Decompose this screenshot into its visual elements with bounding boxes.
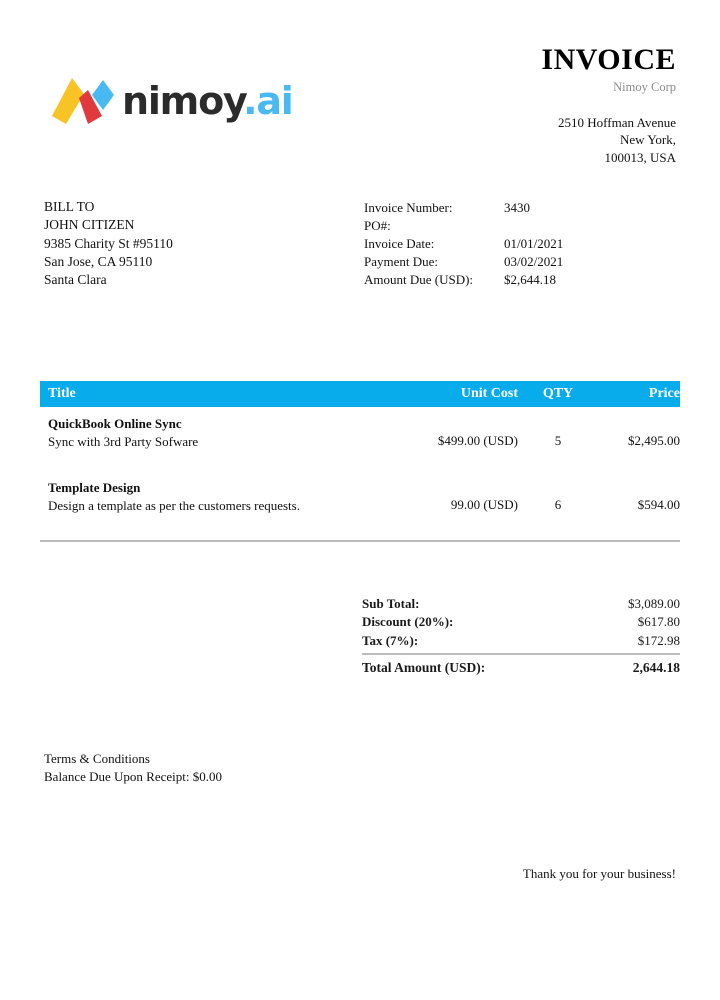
wordmark-dark: nimoy (122, 79, 244, 123)
bill-to-city-state-zip: San Jose, CA 95110 (44, 254, 153, 270)
invoice-title-block (541, 44, 676, 96)
terms-block (44, 750, 222, 786)
company-address-line-2: New York, (620, 132, 676, 148)
meta-label: Invoice Number: (364, 200, 453, 215)
column-header-price: Price (648, 386, 680, 401)
meta-label: Amount Due (USD): (364, 271, 474, 287)
item-price: $2,495.00 (628, 433, 680, 448)
totals-block (362, 595, 680, 678)
brand-wordmark (122, 79, 293, 123)
meta-row (364, 253, 563, 271)
tax-label: Tax (7%): (362, 632, 419, 648)
item-price: $594.00 (637, 497, 680, 512)
company-address-line-3: 100013, USA (604, 149, 676, 165)
meta-row (364, 199, 563, 217)
meta-value: 3430 (504, 200, 530, 215)
grand-total-label: Total Amount (USD): (362, 660, 486, 676)
meta-value: 01/01/2021 (504, 235, 564, 251)
item-title-cell (40, 415, 388, 450)
brand-logo (50, 76, 293, 126)
discount-value: $617.80 (637, 614, 680, 630)
subtotal-value: $3,089.00 (628, 596, 680, 611)
meta-value (504, 217, 563, 235)
grand-total-row (362, 658, 680, 677)
bill-to-street: 9385 Charity St #95110 (44, 235, 173, 251)
item-qty: 5 (554, 433, 562, 448)
column-header-title: Title (48, 386, 76, 401)
meta-row (364, 271, 563, 289)
item-unit-cost: 99.00 (USD) (450, 497, 518, 512)
table-bottom-divider (40, 540, 680, 542)
meta-row (364, 217, 563, 235)
invoice-header (0, 0, 720, 180)
discount-label: Discount (20%): (362, 614, 454, 630)
table-row (40, 471, 680, 535)
item-title-cell (40, 479, 388, 514)
item-name: QuickBook Online Sync (48, 416, 182, 431)
column-header-qty: QTY (542, 386, 574, 401)
totals-divider (362, 653, 680, 655)
bill-to-county: Santa Clara (44, 272, 107, 288)
item-unit-cost: $499.00 (USD) (437, 433, 518, 448)
bill-to-block (44, 198, 173, 290)
subtotal-label: Sub Total: (362, 596, 420, 611)
column-header-unit-cost: Unit Cost (460, 386, 518, 401)
tax-value: $172.98 (637, 632, 680, 648)
item-name: Template Design (48, 480, 141, 495)
meta-label: Payment Due: (364, 253, 439, 269)
table-row (40, 407, 680, 471)
item-description: Sync with 3rd Party Sofware (48, 433, 199, 449)
item-qty: 6 (554, 497, 562, 512)
thank-you-note: Thank you for your business! (522, 866, 676, 881)
page-title: INVOICE (541, 43, 676, 76)
meta-value: 03/02/2021 (504, 253, 564, 269)
terms-heading: Terms & Conditions (44, 751, 150, 766)
tax-row (362, 632, 680, 650)
company-address-line-1: 2510 Hoffman Avenue (558, 115, 676, 130)
bill-to-heading: BILL TO (44, 199, 95, 214)
table-header-row (40, 381, 680, 407)
line-items-table (40, 381, 680, 535)
bill-to-name: JOHN CITIZEN (44, 217, 135, 233)
nimoy-logo-icon (50, 76, 116, 126)
meta-row (364, 235, 563, 253)
company-address (558, 114, 676, 166)
discount-row (362, 613, 680, 631)
wordmark-blue: .ai (243, 79, 293, 123)
terms-balance-line: Balance Due Upon Receipt: $0.00 (44, 769, 222, 785)
meta-label: PO#: (364, 217, 391, 233)
meta-value: $2,644.18 (504, 271, 556, 287)
company-name: Nimoy Corp (613, 79, 676, 94)
meta-label: Invoice Date: (364, 235, 435, 251)
item-description: Design a template as per the customers requests. (48, 497, 300, 513)
invoice-meta-block (364, 199, 563, 289)
grand-total-value: 2,644.18 (632, 660, 680, 676)
subtotal-row (362, 595, 680, 613)
